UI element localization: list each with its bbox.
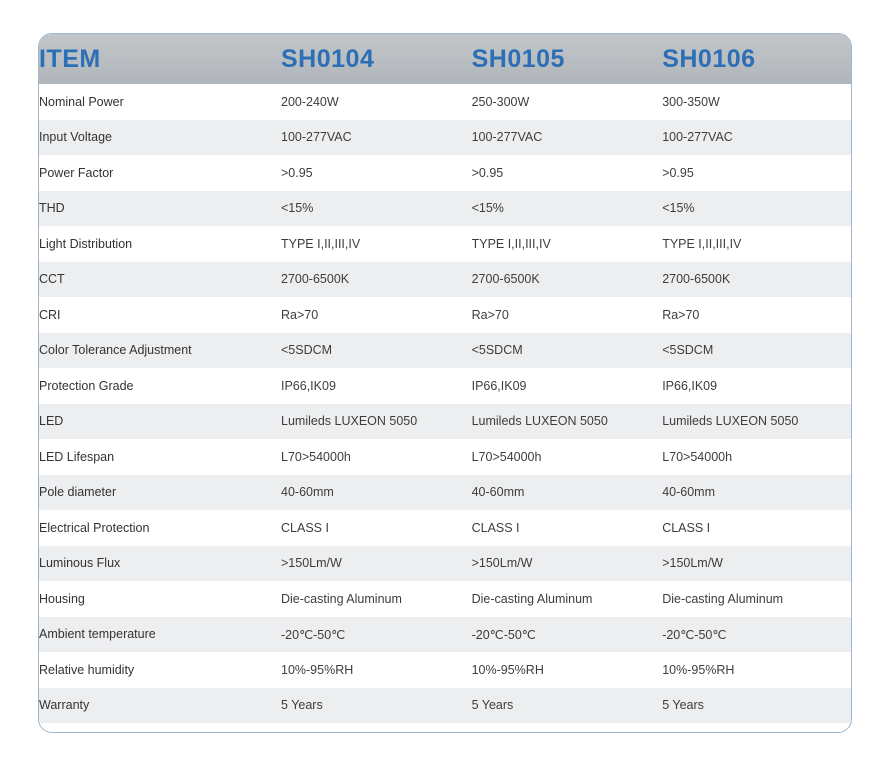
row-value: <15% bbox=[662, 201, 695, 216]
row-value: -20℃-50℃ bbox=[662, 627, 727, 642]
specification-table bbox=[39, 34, 852, 723]
row-label: Protection Grade bbox=[39, 378, 134, 393]
table-row bbox=[39, 581, 852, 617]
row-value: TYPE I,II,III,IV bbox=[662, 236, 742, 251]
row-value: 10%-95%RH bbox=[662, 662, 735, 677]
row-value: -20℃-50℃ bbox=[471, 627, 536, 642]
row-value: Ra>70 bbox=[662, 307, 700, 322]
row-value: >0.95 bbox=[471, 165, 504, 180]
row-value: 100-277VAC bbox=[471, 130, 543, 145]
row-value: 2700-6500K bbox=[471, 272, 540, 287]
row-value: >150Lm/W bbox=[662, 556, 723, 571]
row-value: L70>54000h bbox=[662, 449, 733, 464]
row-value: 5 Years bbox=[471, 698, 514, 713]
row-value: <15% bbox=[471, 201, 504, 216]
table-body bbox=[39, 84, 852, 723]
table-row bbox=[39, 688, 852, 724]
row-label: Warranty bbox=[39, 698, 90, 713]
table-row bbox=[39, 652, 852, 688]
row-value: TYPE I,II,III,IV bbox=[471, 236, 551, 251]
specification-card bbox=[38, 33, 852, 733]
table-row bbox=[39, 475, 852, 511]
row-value: 5 Years bbox=[662, 698, 704, 713]
table-row bbox=[39, 617, 852, 653]
row-label: CCT bbox=[39, 272, 65, 287]
row-value: 40-60mm bbox=[471, 485, 525, 500]
table-row bbox=[39, 404, 852, 440]
column-header-sh0105: SH0105 bbox=[471, 44, 565, 73]
column-header-sh0104: SH0104 bbox=[281, 44, 375, 73]
row-label: Nominal Power bbox=[39, 94, 124, 109]
row-label: Luminous Flux bbox=[39, 556, 121, 571]
row-value: <5SDCM bbox=[662, 343, 714, 358]
row-value: 200-240W bbox=[281, 94, 339, 109]
row-value: <15% bbox=[281, 201, 314, 216]
row-value: >150Lm/W bbox=[471, 556, 533, 571]
row-value: Die-casting Aluminum bbox=[471, 591, 593, 606]
row-value: 2700-6500K bbox=[281, 272, 350, 287]
row-label: Input Voltage bbox=[39, 130, 112, 145]
row-value: Lumileds LUXEON 5050 bbox=[662, 414, 799, 429]
row-value: 300-350W bbox=[662, 94, 720, 109]
table-row bbox=[39, 546, 852, 582]
row-value: >150Lm/W bbox=[281, 556, 342, 571]
row-value: 10%-95%RH bbox=[471, 662, 544, 677]
row-value: CLASS I bbox=[471, 520, 520, 535]
row-value: >0.95 bbox=[662, 165, 694, 180]
row-label: CRI bbox=[39, 307, 61, 322]
row-value: TYPE I,II,III,IV bbox=[281, 236, 361, 251]
row-label: Relative humidity bbox=[39, 662, 135, 677]
row-label: Color Tolerance Adjustment bbox=[39, 343, 192, 358]
row-value: Lumileds LUXEON 5050 bbox=[281, 414, 418, 429]
table-header bbox=[39, 34, 852, 84]
row-value: 40-60mm bbox=[281, 485, 334, 500]
row-value: Ra>70 bbox=[281, 307, 319, 322]
table-row bbox=[39, 191, 852, 227]
row-value: Lumileds LUXEON 5050 bbox=[471, 414, 608, 429]
row-value: 100-277VAC bbox=[281, 130, 352, 145]
table-header-row bbox=[39, 34, 852, 84]
table-row bbox=[39, 155, 852, 191]
table-row bbox=[39, 297, 852, 333]
row-value: -20℃-50℃ bbox=[281, 627, 346, 642]
row-label: Ambient temperature bbox=[39, 627, 156, 642]
table-row bbox=[39, 368, 852, 404]
row-label: Light Distribution bbox=[39, 236, 133, 251]
column-header-sh0106: SH0106 bbox=[662, 44, 756, 73]
row-value: Ra>70 bbox=[471, 307, 509, 322]
row-value: Die-casting Aluminum bbox=[281, 591, 402, 606]
table-row bbox=[39, 84, 852, 120]
row-value: CLASS I bbox=[281, 520, 329, 535]
table-row bbox=[39, 262, 852, 298]
row-label: THD bbox=[39, 201, 65, 216]
row-label: LED bbox=[39, 414, 64, 429]
row-value: CLASS I bbox=[662, 520, 711, 535]
row-value: 250-300W bbox=[471, 94, 530, 109]
row-value: <5SDCM bbox=[471, 343, 523, 358]
row-value: IP66,IK09 bbox=[281, 378, 336, 393]
table-row bbox=[39, 439, 852, 475]
column-header-item: ITEM bbox=[39, 44, 101, 73]
row-value: L70>54000h bbox=[471, 449, 542, 464]
row-value: L70>54000h bbox=[281, 449, 351, 464]
row-label: Electrical Protection bbox=[39, 520, 150, 535]
row-value: <5SDCM bbox=[281, 343, 333, 358]
table-row bbox=[39, 120, 852, 156]
row-label: Pole diameter bbox=[39, 485, 117, 500]
table-row bbox=[39, 510, 852, 546]
row-value: 10%-95%RH bbox=[281, 662, 354, 677]
row-value: IP66,IK09 bbox=[471, 378, 527, 393]
row-value: IP66,IK09 bbox=[662, 378, 718, 393]
row-value: 5 Years bbox=[281, 698, 323, 713]
row-value: 100-277VAC bbox=[662, 130, 733, 145]
row-label: Housing bbox=[39, 591, 85, 606]
row-value: >0.95 bbox=[281, 165, 313, 180]
row-value: 2700-6500K bbox=[662, 272, 731, 287]
table-row bbox=[39, 333, 852, 369]
row-label: Power Factor bbox=[39, 165, 114, 180]
row-value: 40-60mm bbox=[662, 485, 715, 500]
row-label: LED Lifespan bbox=[39, 449, 115, 464]
table-row bbox=[39, 226, 852, 262]
row-value: Die-casting Aluminum bbox=[662, 591, 784, 606]
